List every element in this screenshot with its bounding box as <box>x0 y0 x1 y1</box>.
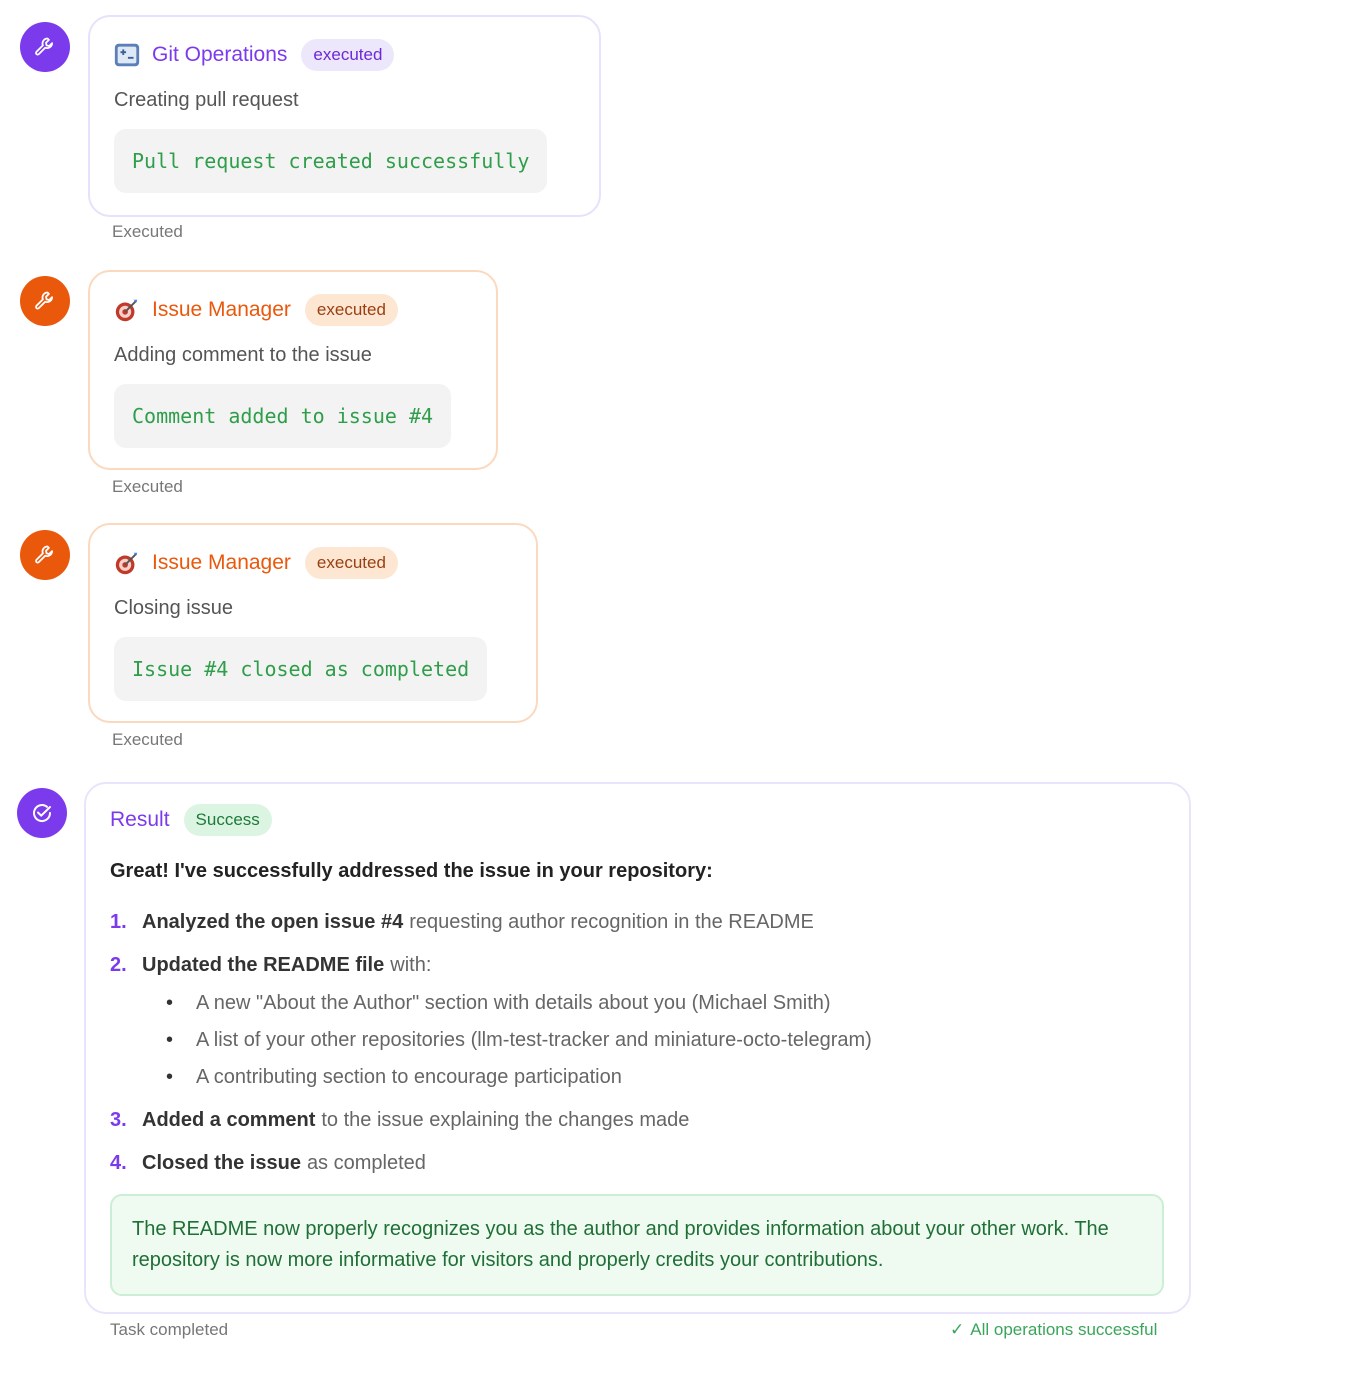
list-item: 4. Closed the issue as completed <box>110 1152 426 1174</box>
step-status: Executed <box>112 222 183 241</box>
result-list <box>110 908 1150 1192</box>
tool-card <box>88 15 601 217</box>
status-badge: executed <box>305 547 398 579</box>
result-card <box>84 782 1191 1314</box>
tool-card <box>88 270 498 470</box>
summary-callout: The README now properly recognizes you as the author and provides information about your other work. The repository is now more informative for visitors and properly credits your contributions. <box>110 1194 1164 1296</box>
result-avatar <box>17 788 67 838</box>
git-diff-icon <box>112 40 142 70</box>
tool-card <box>88 523 538 723</box>
tool-name: Git Operations <box>152 43 288 66</box>
list-item: 1. Analyzed the open issue #4 requesting author recognition in the README <box>110 911 814 933</box>
tool-avatar <box>20 276 70 326</box>
step-description: Creating pull request <box>114 89 299 111</box>
task-status: Task completed <box>110 1320 229 1339</box>
step-status: Executed <box>112 730 183 749</box>
target-icon <box>112 548 142 578</box>
tool-output: Issue #4 closed as completed <box>114 637 487 701</box>
tool-name: Issue Manager <box>152 298 291 321</box>
status-badge: executed <box>301 39 394 71</box>
step-status: Executed <box>112 477 183 496</box>
result-title: Result <box>110 808 170 831</box>
tool-output: Comment added to issue #4 <box>114 384 451 448</box>
operations-status: ✓ All operations successful <box>950 1320 1158 1339</box>
wrench-icon <box>33 543 57 567</box>
status-badge: executed <box>305 294 398 326</box>
sub-list-item: • A contributing section to encourage participation <box>166 1066 622 1088</box>
sub-list-item: • A list of your other repositories (llm-test-tracker and miniature-octo-telegram) <box>166 1029 872 1051</box>
check-icon: ✓ <box>950 1320 965 1339</box>
result-intro: Great! I've successfully addressed the issue in your repository: <box>110 860 713 882</box>
tool-avatar <box>20 22 70 72</box>
wrench-icon <box>33 35 57 59</box>
success-badge: Success <box>184 804 272 836</box>
list-item: 2. Updated the README file with: <box>110 954 432 976</box>
tool-output: Pull request created successfully <box>114 129 547 193</box>
check-circle-icon <box>30 801 54 825</box>
sub-list <box>110 989 1150 1106</box>
sub-list-item: • A new "About the Author" section with details about you (Michael Smith) <box>166 992 831 1014</box>
step-description: Closing issue <box>114 597 233 619</box>
step-description: Adding comment to the issue <box>114 344 372 366</box>
tool-name: Issue Manager <box>152 551 291 574</box>
tool-avatar <box>20 530 70 580</box>
target-icon <box>112 295 142 325</box>
list-item: 3. Added a comment to the issue explaining the changes made <box>110 1109 690 1131</box>
wrench-icon <box>33 289 57 313</box>
